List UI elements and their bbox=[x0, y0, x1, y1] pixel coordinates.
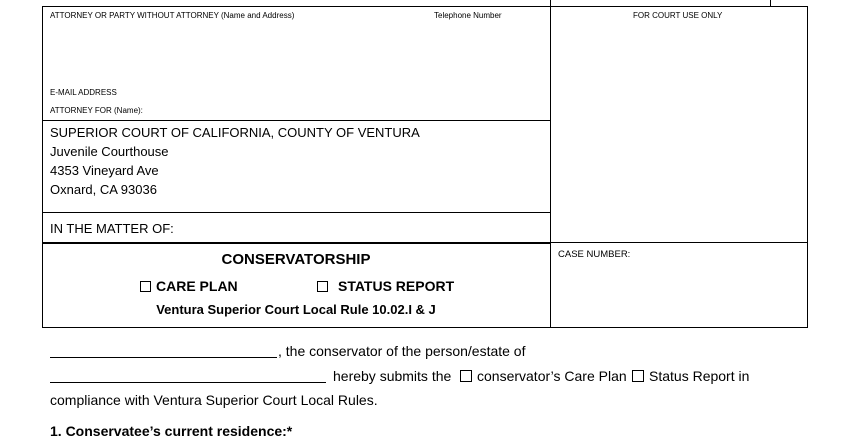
conservator-name-field[interactable] bbox=[50, 357, 277, 358]
submits-text: hereby submits the bbox=[333, 368, 452, 384]
row-divider-title bbox=[42, 242, 550, 244]
border-top bbox=[42, 6, 808, 7]
column-divider bbox=[550, 6, 551, 328]
status-report-label: STATUS REPORT bbox=[338, 278, 455, 294]
court-street: 4353 Vineyard Ave bbox=[50, 163, 159, 178]
email-label: E-MAIL ADDRESS bbox=[50, 88, 117, 97]
form-heading: CONSERVATORSHIP bbox=[221, 251, 371, 268]
court-use-area bbox=[556, 24, 802, 238]
section-1-heading: 1. Conservatee’s current residence:* bbox=[50, 423, 293, 439]
courthouse-name: Juvenile Courthouse bbox=[50, 144, 169, 159]
status-report-body-label: Status Report in bbox=[649, 368, 750, 384]
care-plan-body-checkbox[interactable] bbox=[460, 370, 472, 382]
attorney-for-label: ATTORNEY FOR (Name): bbox=[50, 106, 143, 115]
conservator-sentence: , the conservator of the person/estate of bbox=[278, 343, 526, 359]
case-number-label: CASE NUMBER: bbox=[558, 249, 631, 260]
care-plan-checkbox[interactable] bbox=[140, 281, 151, 292]
court-city: Oxnard, CA 93036 bbox=[50, 182, 157, 197]
telephone-label: Telephone Number bbox=[434, 11, 502, 20]
local-rule-text: Ventura Superior Court Local Rule 10.02.I & J bbox=[156, 302, 436, 317]
attorney-label: ATTORNEY OR PARTY WITHOUT ATTORNEY (Name and Address) bbox=[50, 11, 295, 20]
border-right bbox=[807, 6, 808, 328]
court-use-label: FOR COURT USE ONLY bbox=[633, 11, 723, 20]
status-report-checkbox[interactable] bbox=[317, 281, 328, 292]
care-plan-label: CARE PLAN bbox=[156, 278, 238, 294]
status-report-body-checkbox[interactable] bbox=[632, 370, 644, 382]
border-bottom bbox=[42, 327, 808, 328]
matter-label: IN THE MATTER OF: bbox=[50, 221, 174, 236]
row-divider-court bbox=[42, 120, 550, 121]
row-divider-matter bbox=[42, 212, 550, 213]
care-plan-body-label: conservator’s Care Plan bbox=[477, 368, 627, 384]
compliance-text: compliance with Ventura Superior Court Local Rules. bbox=[50, 392, 378, 408]
attorney-name-field[interactable] bbox=[46, 22, 546, 84]
row-divider-case bbox=[550, 242, 807, 243]
court-name: SUPERIOR COURT OF CALIFORNIA, COUNTY OF VENTURA bbox=[50, 125, 420, 140]
border-left bbox=[42, 6, 43, 328]
case-number-field[interactable] bbox=[556, 262, 802, 322]
conservatee-name-field[interactable] bbox=[50, 382, 326, 383]
